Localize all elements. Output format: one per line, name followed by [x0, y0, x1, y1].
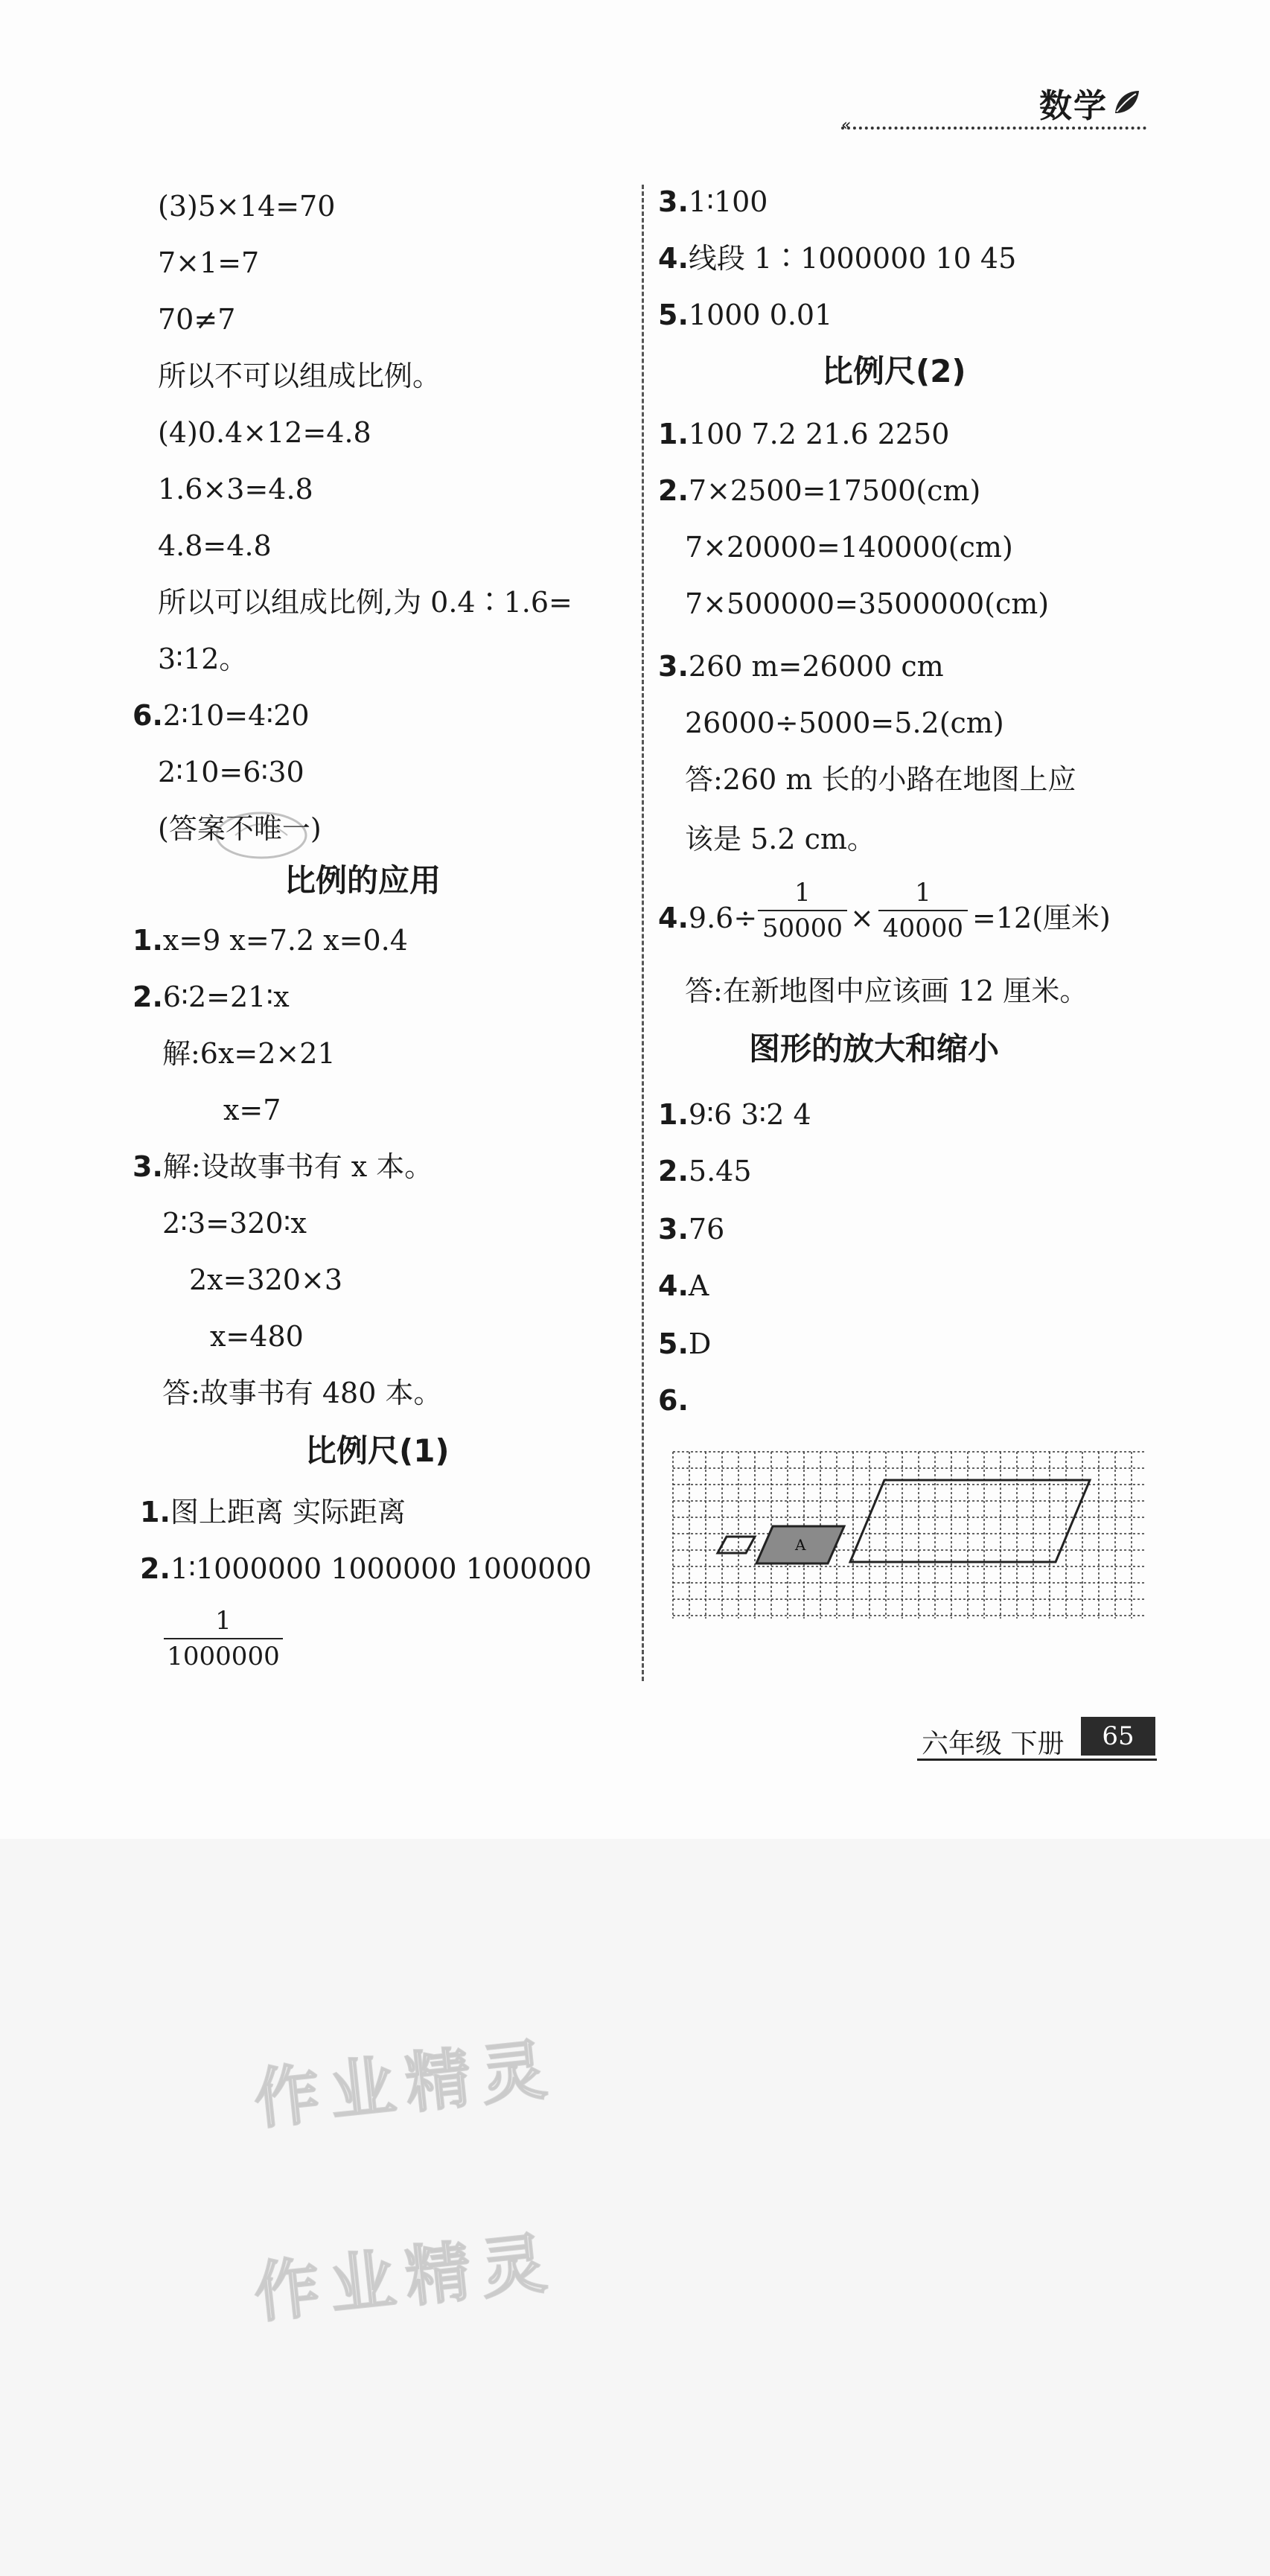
zoom-q6 — [658, 1386, 689, 1415]
fraction-1-numerator: 1 — [794, 878, 811, 908]
apply-q1-text: x=9 x=7.2 x=0.4 — [162, 924, 408, 957]
left-line-8: 所以可以组成比例,为 0.4∶1.6= — [158, 586, 572, 619]
section-title-scale-1: 比例尺(1) — [305, 1432, 450, 1469]
scale2-q2-line-3: 7×500000=3500000(cm) — [685, 587, 1050, 620]
apply-q3-line-4: x=480 — [210, 1320, 304, 1353]
zoom-q5 — [658, 1327, 712, 1360]
watermark-1: 作业精灵 — [250, 2030, 561, 2139]
scale2-q4-result: =12(厘米) — [972, 902, 1111, 934]
grade-label: 六年级 下册 — [922, 1729, 1065, 1759]
zoom-q3-text: 76 — [688, 1213, 725, 1246]
scale2-q1-number: 1. — [658, 418, 689, 450]
apply-q2-number: 2. — [133, 981, 163, 1013]
apply-q2-text: 6∶2=21∶x — [162, 981, 290, 1013]
right-q3 — [658, 185, 768, 218]
left-line-7: 4.8=4.8 — [158, 529, 272, 562]
q6-line-1 — [133, 701, 310, 730]
right-q4-number: 4. — [658, 242, 689, 275]
apply-q3 — [133, 1152, 433, 1181]
scale1-q1-text: 图上距离 实际距离 — [170, 1496, 406, 1528]
scale2-q4-times: × — [850, 902, 874, 934]
right-q5 — [658, 301, 832, 329]
scale1-q2 — [140, 1552, 592, 1585]
parallelogram-label: A — [795, 1536, 806, 1554]
page-number: 65 — [1081, 1717, 1155, 1756]
scale2-q3-number: 3. — [658, 650, 689, 683]
zoom-q4 — [658, 1269, 709, 1302]
apply-q3-line-5: 答:故事书有 480 本。 — [162, 1377, 442, 1409]
scale2-q4-dividend: 9.6÷ — [688, 902, 758, 934]
left-line-5: (4)0.4×12=4.8 — [158, 416, 371, 449]
scale2-q1 — [658, 420, 949, 448]
apply-q1-number: 1. — [133, 924, 163, 957]
scale2-q4-answer: 答:在新地图中应该画 12 厘米。 — [685, 975, 1088, 1007]
fraction-2-numerator: 1 — [915, 878, 931, 908]
apply-q3-number: 3. — [133, 1150, 163, 1183]
q6-text-1: 2∶10=4∶20 — [162, 699, 310, 732]
left-line-4: 所以不可以组成比例。 — [158, 360, 441, 392]
zoom-q2 — [658, 1157, 752, 1185]
scale2-q2-line-2: 7×20000=140000(cm) — [685, 531, 1013, 564]
zoom-q2-text: 5.45 — [688, 1155, 752, 1187]
zoom-q2-number: 2. — [658, 1155, 689, 1187]
scale2-q1-text: 100 7.2 21.6 2250 — [688, 418, 950, 450]
section-title-scale-2: 比例尺(2) — [822, 353, 966, 389]
apply-q3-line-3: 2x=320×3 — [189, 1263, 342, 1296]
zoom-q4-number: 4. — [658, 1269, 689, 1302]
zoom-q1-text: 9∶6 3∶2 4 — [688, 1098, 811, 1131]
apply-q2-line-3: x=7 — [223, 1094, 281, 1126]
left-line-9: 3∶12。 — [158, 643, 248, 675]
scale2-q3 — [658, 650, 944, 683]
apply-q2 — [133, 983, 290, 1011]
grid-lines — [673, 1452, 1145, 1619]
right-q5-number: 5. — [658, 299, 689, 331]
left-line-2: 7×1=7 — [158, 246, 260, 279]
blank-lower-area — [0, 1839, 1270, 2576]
leaf-icon — [1112, 88, 1142, 118]
scale1-fraction-numerator: 1 — [215, 1606, 232, 1636]
left-line-6: 1.6×3=4.8 — [158, 473, 313, 506]
scale2-q3-line-4: 该是 5.2 cm。 — [685, 823, 875, 855]
grid-figure — [671, 1450, 1148, 1622]
q6-line-2: 2∶10=6∶30 — [158, 756, 304, 788]
scale1-fraction — [164, 1608, 283, 1669]
subject-title: 数学 — [1039, 87, 1108, 125]
left-line-1: (3)5×14=70 — [158, 190, 336, 223]
watermark-2: 作业精灵 — [250, 2223, 561, 2333]
apply-q2-line-2: 解:6x=2×21 — [162, 1037, 336, 1070]
scale1-q1 — [140, 1498, 406, 1526]
right-q4-text: 线段 1∶1000000 10 45 — [688, 242, 1017, 275]
zoom-q1-number: 1. — [658, 1098, 689, 1131]
scale2-q4-prefix — [658, 904, 757, 932]
header-arrows-icon: « — [841, 116, 852, 135]
header-dotted-rule — [841, 127, 1146, 130]
right-q5-text: 1000 0.01 — [688, 299, 833, 331]
zoom-q5-number: 5. — [658, 1327, 689, 1360]
zoom-q1 — [658, 1100, 811, 1129]
apply-q3-line-2: 2∶3=320∶x — [162, 1207, 307, 1240]
scale2-q2 — [658, 476, 980, 505]
right-q3-text: 1∶100 — [688, 185, 768, 218]
section-title-zoom: 图形的放大和缩小 — [749, 1030, 1000, 1067]
left-line-3: 70≠7 — [158, 303, 236, 336]
scale2-q4-fraction-2 — [878, 880, 968, 941]
section-title-apply: 比例的应用 — [284, 862, 441, 899]
scale2-q3-text: 260 m=26000 cm — [688, 650, 944, 683]
footer-rule — [917, 1759, 1157, 1761]
scale1-fraction-denominator: 1000000 — [167, 1642, 280, 1671]
zoom-q3-number: 3. — [658, 1213, 689, 1246]
scale2-q2-text: 7×2500=17500(cm) — [688, 474, 981, 507]
fraction-2-denominator: 40000 — [882, 914, 964, 943]
zoom-q6-number: 6. — [658, 1384, 689, 1417]
scale2-q4-number: 4. — [658, 902, 689, 934]
scale2-q2-number: 2. — [658, 474, 689, 507]
zoom-q3 — [658, 1213, 725, 1246]
scale1-q1-number: 1. — [140, 1496, 170, 1528]
scale2-q3-line-3: 答:260 m 长的小路在地图上应 — [685, 763, 1076, 796]
scale2-q4-fraction-1 — [758, 880, 847, 941]
apply-q3-text: 解:设故事书有 x 本。 — [162, 1150, 433, 1183]
apply-q1 — [133, 924, 408, 957]
q6-line-3: (答案不唯一) — [158, 812, 322, 845]
right-q4 — [658, 242, 1017, 275]
fraction-1-denominator: 50000 — [762, 914, 843, 943]
q6-number: 6. — [133, 699, 163, 732]
scale2-q3-line-2: 26000÷5000=5.2(cm) — [685, 707, 1004, 739]
scale1-q2-text: 1∶1000000 1000000 1000000 — [170, 1552, 592, 1585]
right-q3-number: 3. — [658, 185, 689, 218]
zoom-q4-text: A — [688, 1269, 709, 1302]
scale1-q2-number: 2. — [140, 1552, 170, 1585]
stamp-icon — [213, 806, 310, 865]
zoom-q5-text: D — [688, 1327, 712, 1360]
column-divider — [642, 185, 644, 1681]
